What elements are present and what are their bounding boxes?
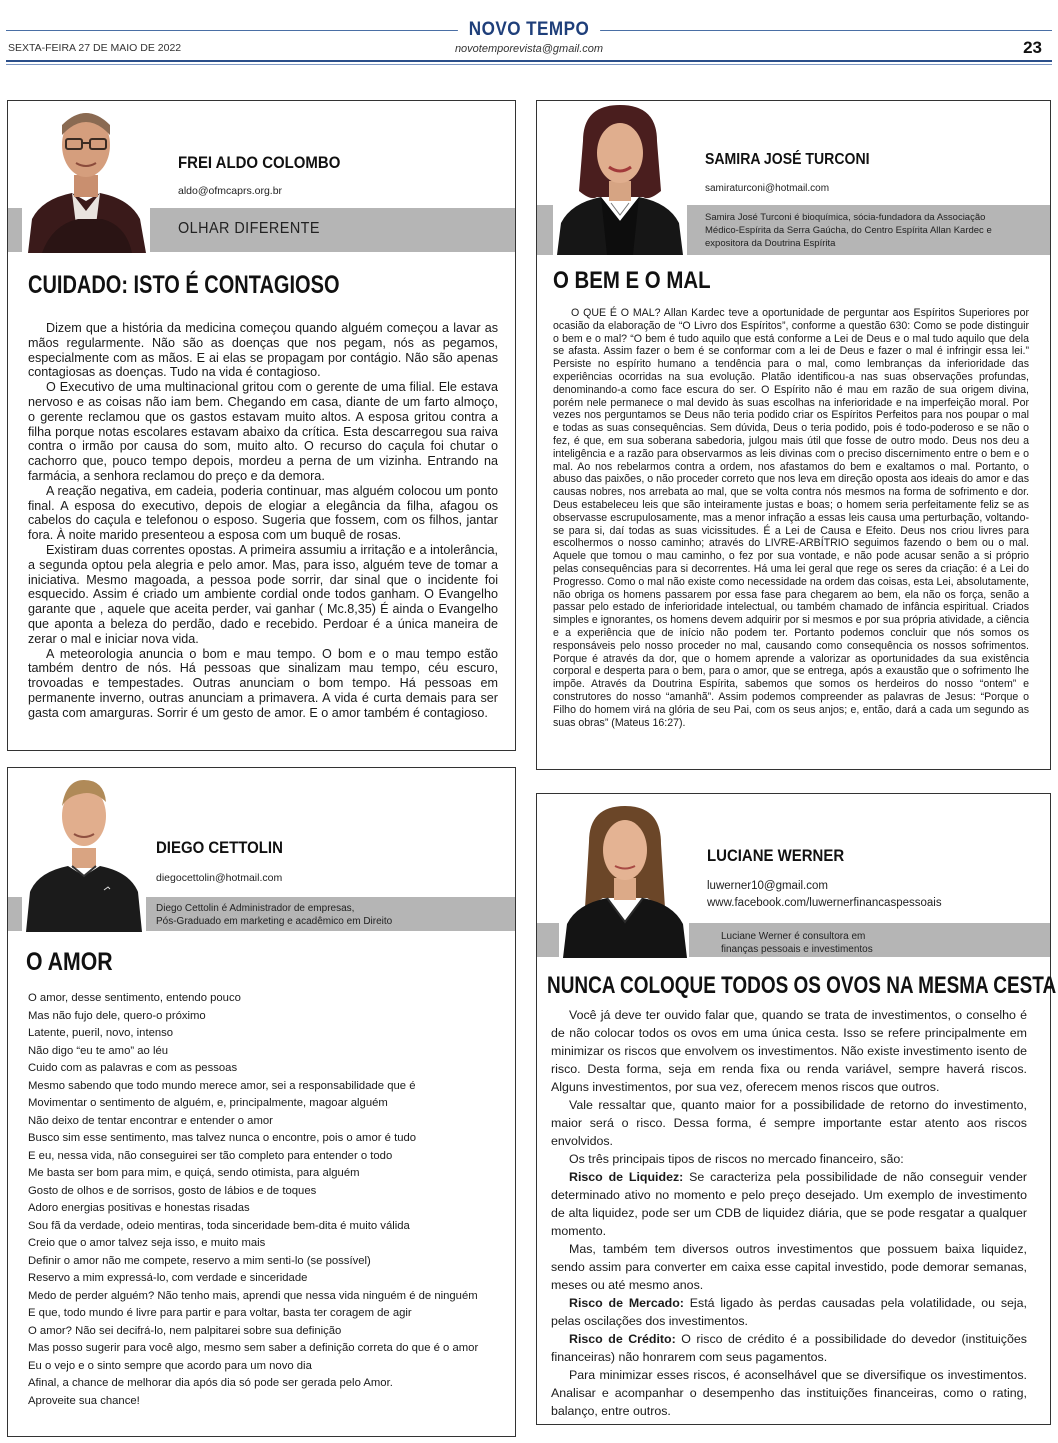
author-name: FREI ALDO COLOMBO [178,153,341,172]
article-headline: O BEM E O MAL [553,267,711,294]
poem-line: Não digo “eu te amo” ao léu [28,1044,169,1057]
poem-line: Me basta ser bom para mim, e quiçá, sendo otimista, para alguém [28,1167,360,1179]
poem-line: E que, todo mundo é livre para partir e para voltar, basta ter coragem de agir [28,1307,412,1319]
risk-text: Está ligado às perdas causadas pela volatilidade, ou seja, pelas oscilações dos investimentos. [551,1296,1027,1328]
masthead-rule-bottom-thin [6,64,1052,65]
poem-line: Movimentar o sentimento de alguém, e, principalmente, magoar alguém [28,1097,388,1109]
article-body [28,321,498,721]
risk-label: Risco de Crédito: [569,1332,676,1346]
risk-text: O risco de crédito é a possibilidade do devedor (instituições financeiras) não honrarem com seus pagamentos. [551,1332,1027,1364]
newspaper-title: NOVO TEMPO [53,19,1005,41]
newspaper-email: novotemporevista@gmail.com [454,43,604,55]
author-bio: Samira José Turconi é bioquímica, sócia-fundadora da Associação Médico-Espírita da Serra Gaúcha, do Centro Espírita Allan Kardec e expositora da Doutrina Espírita [705,212,992,249]
poem-line: Definir o amor não me compete, reservo a mim senti-lo (se possível) [28,1254,371,1267]
author-photo [22,101,150,253]
paragraph: Mas, também tem diversos outros investimentos que possuem baixa liquidez, sendo assim para converter em caixa esse capital investido, pode demorar semanas, meses ou até mesmo anos. [551,1242,1027,1292]
poem-body [28,990,508,1410]
paragraph: Existiram duas correntes opostas. A primeira assumiu a irritação e a intolerância, a segunda optou pela alegria e pelo amor. Mas, para isso, alguém teve de tomar a iniciativa. Mesmo magoada, a pessoa pode sorrir, dar sinal que o incidente foi esquecido. Assim é criado um ambiente cordial onde todos ganham. O Evangelho garante que , aquele que aceita perder, vai ganhar ( Mc.8,35) É ainda o Evangelho que aponta a beleza do perdão, dado e recebido. Perdoar é a única maneira de zerar o mal e iniciar nova vida. [28,542,498,646]
poem-line: Eu o vejo e o sinto sempre que acordo para um novo dia [28,1359,312,1372]
bio-line: finanças pessoais e investimentos [721,944,873,955]
poem-line: O amor? Não sei decifrá-lo, nem palpitarei sobre sua definição [28,1324,342,1337]
poem-line: Sou fã da verdade, odeio mentiras, toda sinceridade bem-dita é muito válida [28,1219,410,1232]
author-bio [721,930,873,956]
bio-line: Luciane Werner é consultora em [721,931,866,942]
masthead-rule-bottom [6,60,1052,62]
author-name: SAMIRA JOSÉ TURCONI [705,151,870,168]
bio-line: Diego Cettolin é Administrador de empresas, [156,903,355,914]
author-name: DIEGO CETTOLIN [156,838,283,857]
article-body [551,1006,1027,1420]
paragraph: A meteorologia anuncia o bom e mau tempo. O bom e o mau tempo estão também dentro de nós. Há pessoas que sinalizam mau tempo, céu escuro, trovoadas e tempestades. Outras anunciam o bom tempo. Há pessoas em permanente inverno, outras anunciam a primavera. A vida é curta demais para ser gasta com amarguras. Sorrir é um gesto de amor. E o amor também é contagioso. [28,646,498,720]
risk-label: Risco de Mercado: [569,1296,684,1310]
paragraph: O Executivo de uma multinacional gritou com o gerente de uma filial. Ele estava nervoso e as coisas não iam bem. Chegando em casa, diante de um farto almoço, o gerente reclamou que os gastos estavam muito altos. A esposa gritou contra a filha porque notas escolares estavam abaixo da crítica. Esta descarregou sua raiva contra o irmão por causa do som, muito alto. O recurso do caçula foi chutar o cachorro que, pouco tempo depois, mordeu a perna de um vizinha. Entrando na farmácia, a senhora reclamou do preço e da demora. [28,380,498,483]
paragraph: Você já deve ter ouvido falar que, quando se trata de investimentos, o conselho é de não colocar todos os ovos em uma única cesta. Isso se refere principalmente em minimizar os riscos que envolvem os investimentos. Não existe investimento isento de risco. Desta forma, seja em renda fixa ou renda variável, sempre haverá riscos. Alguns investimentos, por sua vez, oferecem menos riscos que outros. [551,1008,1027,1094]
author-email: aldo@ofmcaprs.org.br [178,185,283,197]
author-email: luwerner10@gmail.com [707,880,828,892]
risk-text: Se caracteriza pela possibilidade de não conseguir vender determinado ativo no momento e pelo preço desejado. Um exemplo de investimento de alta liquidez, pode ser um CDB de liquidez diária, que se pode resgatar a qualquer momento. [551,1170,1027,1238]
issue-date: SEXTA-FEIRA 27 DE MAIO DE 2022 [8,42,182,54]
column-frei-aldo [7,100,516,751]
poem-line: Cuido com as palavras e com as pessoas [28,1062,238,1074]
poem-line: Não deixo de tentar encontrar e entender o amor [28,1114,273,1127]
article-body [553,307,1029,729]
poem-line: Reservo a mim expressá-lo, com verdade e sinceridade [28,1272,308,1284]
author-photo [553,101,687,255]
author-email: samiraturconi@hotmail.com [705,183,830,194]
column-luciane [536,793,1057,1425]
poem-line: Adoro energias positivas e honestas risadas [28,1202,250,1214]
paragraph: Vale ressaltar que, quanto maior for a possibilidade de retorno do investimento, maior será o risco. Dessa forma, é sempre importante estar atento aos riscos envolvidos. [551,1098,1027,1148]
paragraph: O QUE É O MAL? Allan Kardec teve a oportunidade de perguntar aos Espíritos Superiores por ocasião da elaboração de “O Livro dos Espíritos”, conforme a questão 630: Como se pode distinguir o bem e o mal? “O bem é tudo aquilo que está conforme a Lei de Deus e o mal tudo aquilo que dela se afasta. Assim fazer o bem é se conformar com a lei de Deus e fazer o mal é infringir essa lei.” Persiste no espírito humano a tendência para o mal, como lembranças da inferioridade das experiências ocorridas na sua evolução. Platão identificou-a nas suas observações profundas, denominando-a como face escura do ser. O Espírito não é mau em razão de sua origem divina, porém nele permanece o mal devido às suas escolhas na inferioridade e na imperfeição moral. Por vezes nos perguntamos se Deus não teria podido criar os Espíritos Perfeitos para nos poupar o mal e todas as suas consequências. Sem dúvida, Deus o teria podido, pois é todo-poderoso e se não o fez, é que, em sua soberana sabedoria, julgou mais útil que fosse de outro modo. Deus nos deu a inteligência e a razão para observarmos as leis divinas com o preciso discernimento entre o bem e o mal. Ao nos rebelarmos contra a ordem, nos afastamos do bem e exaltamos o mal. Portanto, o abuso das paixões, o não proceder correto que nos leva em direção oposta aos ideais do amor e das causas nobres, nos arrebata ao mal, que se volta contra nós mesmos na forma de sofrimento e dor. Deus estabeleceu leis que são inteiramente justas e boas; o homem seria perfeitamente feliz se as observasse escrupulosamente, mas a menor infração a essas leis causa uma perturbação, voltando-se para si, daí todas as suas vicissitudes. É a Lei de Causa e Efeito. Deus nos criou livres para escolhermos o nosso caminho; através do LIVRE-ARBÍTRIO seguimos fazendo o bem ou o mal. Aquele que tomou o mau caminho, o fez por sua vontade, e não pode acusar senão a si próprio pelas consequências para si decorrentes. Há uma lei geral que rege os seres da criação: é a Lei do Progresso. Como o mal não existe como necessidade na ordem das coisas, esta Lei, absolutamente, não obriga os homens passarem por essa fase para chegarem ao bem, ela não os força, senão a passar pelo estado de inferioridade intelectual, ou também chamado de infância espiritual. Criados simples e ignorantes, os homens devem adquirir por si mesmos e por sua própria atividade, a ciência e a experiência que de início não podem ter. Portanto podemos concluir que nós somos os responsáveis pelo nosso proceder no mal, causando como consequência os nossos sofrimentos. Porque é através da dor, que o homem aprende a valorizar as oportunidades da sua existência corporal e desperta para o bem, para o amor, que se entrega, após a exaustão que o sofrimento lhe impõe. Através da Doutrina Espírita, sabemos que somos os herdeiros do nosso “ontem” e construtores do nosso “amanhã”. Assim podemos compreender as palavras de Jesus: “Porque o Filho do homem virá na glória de seu Pai, com os seus anjos; e, então, dará a cada um segundo as suas obras” (Mateus 16:27). [553,307,1029,729]
article-headline: CUIDADO: ISTO É CONTAGIOSO [28,271,340,299]
poem-line: Gosto de olhos e de sorrisos, gosto de lábios e de toques [28,1184,317,1197]
author-facebook-link[interactable]: www.facebook.com/luwernerfinancaspessoais [707,897,942,909]
article-headline: O AMOR [26,948,113,976]
paragraph: Para minimizar esses riscos, é aconselhável que se diversifique os investimentos. Analisar e acompanhar o desempenho das instituições financeiras, como o rating, balanço, entre outros. [551,1368,1027,1418]
column-section-label: OLHAR DIFERENTE [178,220,320,237]
paragraph-risk-credito [551,1330,1027,1366]
paragraph-risk-mercado [551,1294,1027,1330]
paragraph-risk-liquidez [551,1168,1027,1240]
author-photo [559,798,689,958]
risk-label: Risco de Liquidez: [569,1170,684,1184]
poem-line: Mesmo sabendo que todo mundo merece amor, sei a responsabilidade que é [28,1079,416,1092]
column-diego [7,767,516,1437]
author-email: diegocettolin@hotmail.com [156,872,283,884]
author-photo [22,772,146,932]
paragraph: A reação negativa, em cadeia, poderia continuar, mas alguém colocou um ponto final. A esposa do executivo, depois de elogiar a elegância da filha, afagou os cabelos do caçula e telefonou o esposo. Sugeria que fossem, com os filhos, jantar fora. À noite marido presenteou a esposa com um buquê de rosas. [28,483,498,543]
author-name: LUCIANE WERNER [707,846,845,865]
poem-line: O amor, desse sentimento, entendo pouco [28,992,241,1004]
paragraph: Dizem que a história da medicina começou quando alguém começou a lavar as mãos regularmente. Não são as doenças que nos pegam, nós as pegamos, especialmente com as mãos. E ai elas se propagam por contágio. Não são apenas contagiosas as doenças. Tudo na vida é contagioso. [28,321,498,380]
page-number: 23 [1023,38,1042,57]
poem-line: E eu, nessa vida, não conseguirei ser tão completo para entender o todo [28,1149,393,1162]
poem-line: Afinal, a chance de melhorar dia após dia só pode ser gerada pelo Amor. [28,1377,393,1389]
bio-line: Pós-Graduado em marketing e acadêmico em Direito [156,916,393,927]
poem-line: Medo de perder alguém? Não tenho mais, aprendi que nessa vida ninguém é de ninguém [28,1289,478,1302]
poem-line: Busco sim esse sentimento, mas talvez nunca o encontre, pois o amor é tudo [28,1132,417,1144]
paragraph: Os três principais tipos de riscos no mercado financeiro, são: [569,1152,904,1166]
author-bio [156,902,392,928]
article-headline: NUNCA COLOQUE TODOS OS OVOS NA MESMA CESTA [547,972,1057,999]
poem-line: Latente, pueril, novo, intenso [28,1027,174,1039]
poem-line: Creio que o amor talvez seja isso, e muito mais [28,1237,266,1249]
column-samira [536,100,1051,770]
poem-line: Mas não fujo dele, quero-o próximo [28,1009,206,1022]
poem-line: Aproveite sua chance! [28,1394,140,1407]
poem-line: Mas posso sugerir para você algo, mesmo sem saber a definição correta do que é o amor [28,1342,479,1354]
